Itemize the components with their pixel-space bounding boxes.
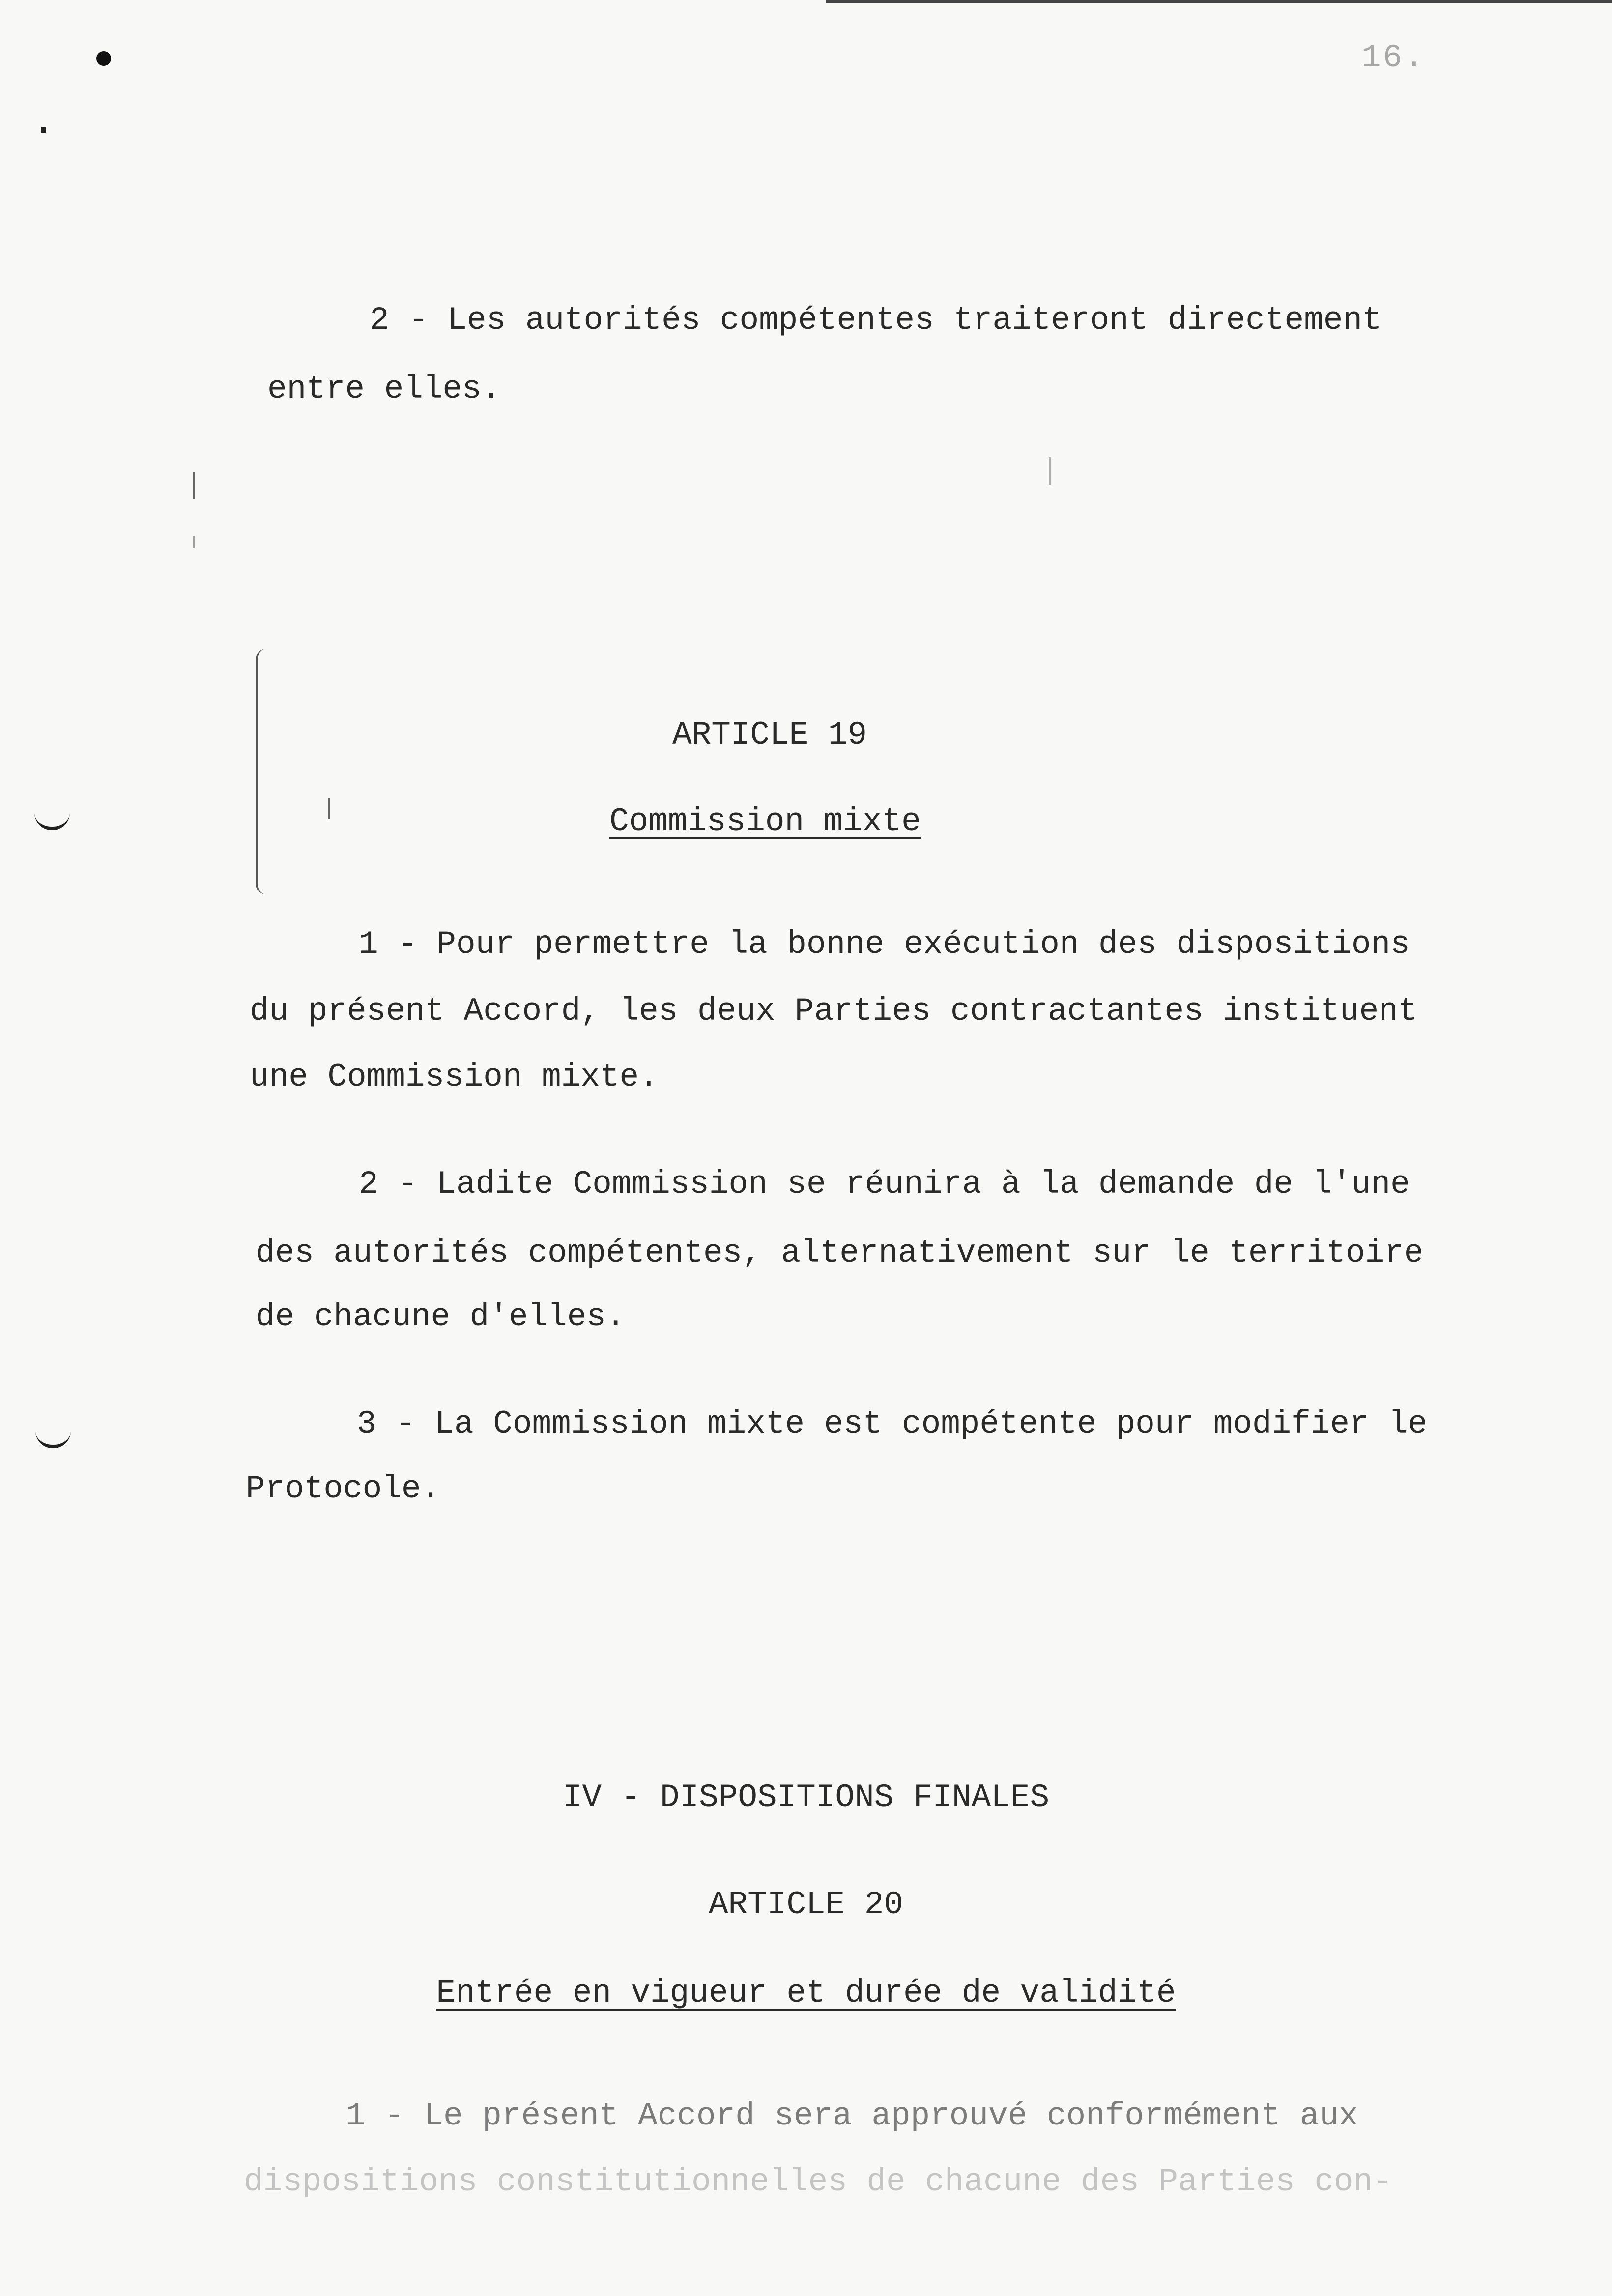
section-heading: IV - DISPOSITIONS FINALES xyxy=(562,1779,1050,1816)
paragraph-line: 3 - La Commission mixte est compétente pour modifier le xyxy=(357,1406,1428,1442)
paragraph-line: 1 - Pour permettre la bonne exécution des dispositions xyxy=(359,926,1410,963)
binder-hole-mark xyxy=(35,1431,71,1448)
article-title: Entrée en vigueur et durée de validité xyxy=(436,1975,1176,2011)
paragraph-line: une Commission mixte. xyxy=(250,1059,659,1095)
article-title: Commission mixte xyxy=(609,803,921,840)
paragraph-line: des autorités compétentes, alternativement sur le territoire xyxy=(256,1234,1424,1271)
article-heading: ARTICLE 19 xyxy=(672,717,867,753)
paragraph-line: entre elles. xyxy=(267,371,501,407)
margin-bracket xyxy=(256,649,266,894)
article-heading: ARTICLE 20 xyxy=(708,1886,904,1923)
edge-mark xyxy=(41,127,46,133)
paragraph-line: du présent Accord, les deux Parties contractantes instituent xyxy=(250,993,1418,1030)
top-rule xyxy=(826,0,1612,3)
paragraph-line: 2 - Ladite Commission se réunira à la demande de l'une xyxy=(359,1166,1410,1203)
paragraph-line: de chacune d'elles. xyxy=(256,1298,626,1335)
stray-mark xyxy=(193,536,195,548)
paragraph-line: dispositions constitutionnelles de chacune des Parties con- xyxy=(244,2163,1392,2200)
paragraph-line: Protocole. xyxy=(246,1470,441,1507)
binder-hole-mark xyxy=(34,813,70,830)
page-number: 16. xyxy=(1361,39,1426,76)
paragraph-line: 1 - Le présent Accord sera approuvé conformément aux xyxy=(346,2097,1358,2134)
paragraph-line: 2 - Les autorités compétentes traiteront directement xyxy=(370,302,1382,339)
ink-dot-mark xyxy=(96,51,111,66)
stray-mark xyxy=(328,798,330,819)
stray-mark xyxy=(193,472,195,499)
stray-mark xyxy=(1049,457,1051,485)
